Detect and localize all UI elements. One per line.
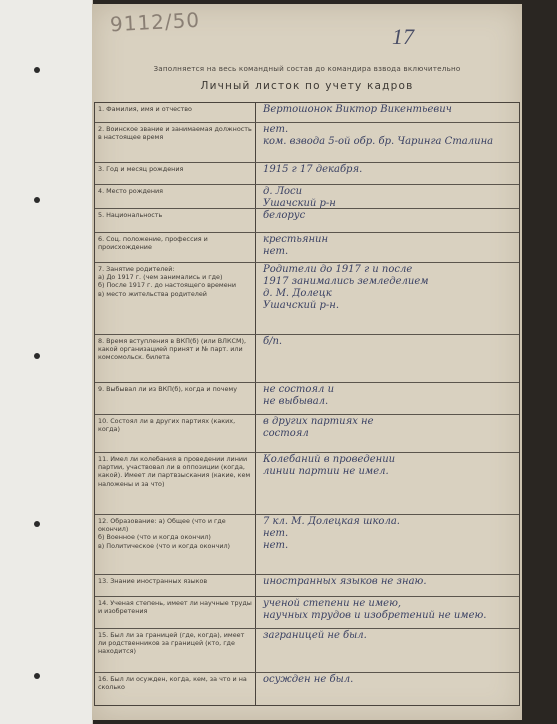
form-row	[95, 629, 519, 673]
binder-hole	[34, 67, 40, 73]
form-row	[95, 209, 519, 233]
row-label: 4. Место рождения	[98, 187, 164, 195]
row-label: 9. Выбывал ли из ВКП(б), когда и почему	[98, 385, 237, 393]
row-answer: Вертошонок Виктор Викентьевич	[263, 104, 452, 115]
archive-number: 9112/50	[109, 7, 201, 37]
form-row	[95, 263, 519, 335]
row-answer: 7 кл. М. Долецкая школа. нет. нет.	[263, 516, 400, 551]
personnel-form-table	[94, 102, 520, 706]
form-row	[95, 415, 519, 453]
binder-hole	[34, 521, 40, 527]
row-answer: Колебаний в проведении линии партии не имел.	[263, 454, 396, 477]
header-note: Заполняется на весь командный состав до командира взвода включительно	[153, 64, 461, 73]
row-label: 1. Фамилия, имя и отчество	[98, 105, 192, 113]
row-answer: б/п.	[263, 336, 283, 347]
form-row	[95, 515, 519, 575]
row-label: 8. Время вступления в ВКП(б) (или ВЛКСМ), какой организацией принят и № парт. или комсомольск. билета	[98, 337, 247, 362]
row-answer: нет. ком. взвода 5-ой обр. бр. Чаринга Сталина	[263, 124, 494, 147]
binder-hole	[34, 353, 40, 359]
form-row	[95, 123, 519, 163]
row-label: 2. Воинское звание и занимаемая должность в настоящее время	[98, 125, 252, 142]
form-row	[95, 575, 519, 597]
row-label: 14. Ученая степень, имеет ли научные труды и изобретения	[98, 599, 252, 616]
row-label: 6. Соц. положение, профессия и происхождение	[98, 235, 208, 252]
row-answer: д. Лоси Ушачский р-н	[263, 186, 336, 209]
row-answer: ученой степени не имею, научных трудов и изобретений не имею.	[263, 598, 487, 621]
document-sheet	[92, 4, 522, 720]
form-row	[95, 673, 519, 707]
row-answer: 1915 г 17 декабря.	[263, 164, 363, 175]
row-answer: Родители до 1917 г и после 1917 занимались земледелием д. М. Долецк Ушачский р-н.	[263, 264, 429, 311]
binder-strip	[0, 0, 93, 724]
row-label: 15. Был ли за границей (где, когда), имеет ли родственников за границей (кто, где находится)	[98, 631, 245, 656]
form-row	[95, 163, 519, 185]
row-answer: иностранных языков не знаю.	[263, 576, 427, 587]
row-label: 10. Состоял ли в других партиях (каких, когда)	[98, 417, 236, 434]
form-row	[95, 185, 519, 209]
page-number: 17	[392, 24, 414, 49]
row-label: 5. Национальность	[98, 211, 163, 219]
row-label: 3. Год и месяц рождения	[98, 165, 184, 173]
form-row	[95, 233, 519, 263]
row-answer: белорус	[263, 210, 306, 221]
row-label: 7. Занятие родителей: а) До 1917 г. (чем занимались и где) б) После 1917 г. до настоящего времени в) место жительства родителей	[98, 265, 236, 298]
row-answer: крестьянин нет.	[263, 234, 329, 257]
row-answer: в других партиях не состоял	[263, 416, 374, 439]
form-row	[95, 597, 519, 629]
form-row	[95, 453, 519, 515]
binder-hole	[34, 197, 40, 203]
form-row	[95, 383, 519, 415]
form-title: Личный листок по учету кадров	[200, 80, 414, 92]
form-row	[95, 103, 519, 123]
row-answer: заграницей не был.	[263, 630, 367, 641]
row-answer: не состоял и не выбывал.	[263, 384, 335, 407]
row-answer: осужден не был.	[263, 674, 354, 685]
row-label: 12. Образование: а) Общее (что и где окончил) б) Военное (что и когда окончил) в) Политическое (что и когда окончил)	[98, 517, 231, 550]
form-row	[95, 335, 519, 383]
row-label: 16. Был ли осужден, когда, кем, за что и на сколько	[98, 675, 247, 692]
row-label: 13. Знание иностранных языков	[98, 577, 208, 585]
row-label: 11. Имел ли колебания в проведении линии партии, участвовал ли в оппозиции (когда, какой). Имеет ли партвзыскания (какие, кем наложены и за что)	[98, 455, 251, 488]
binder-hole	[34, 673, 40, 679]
